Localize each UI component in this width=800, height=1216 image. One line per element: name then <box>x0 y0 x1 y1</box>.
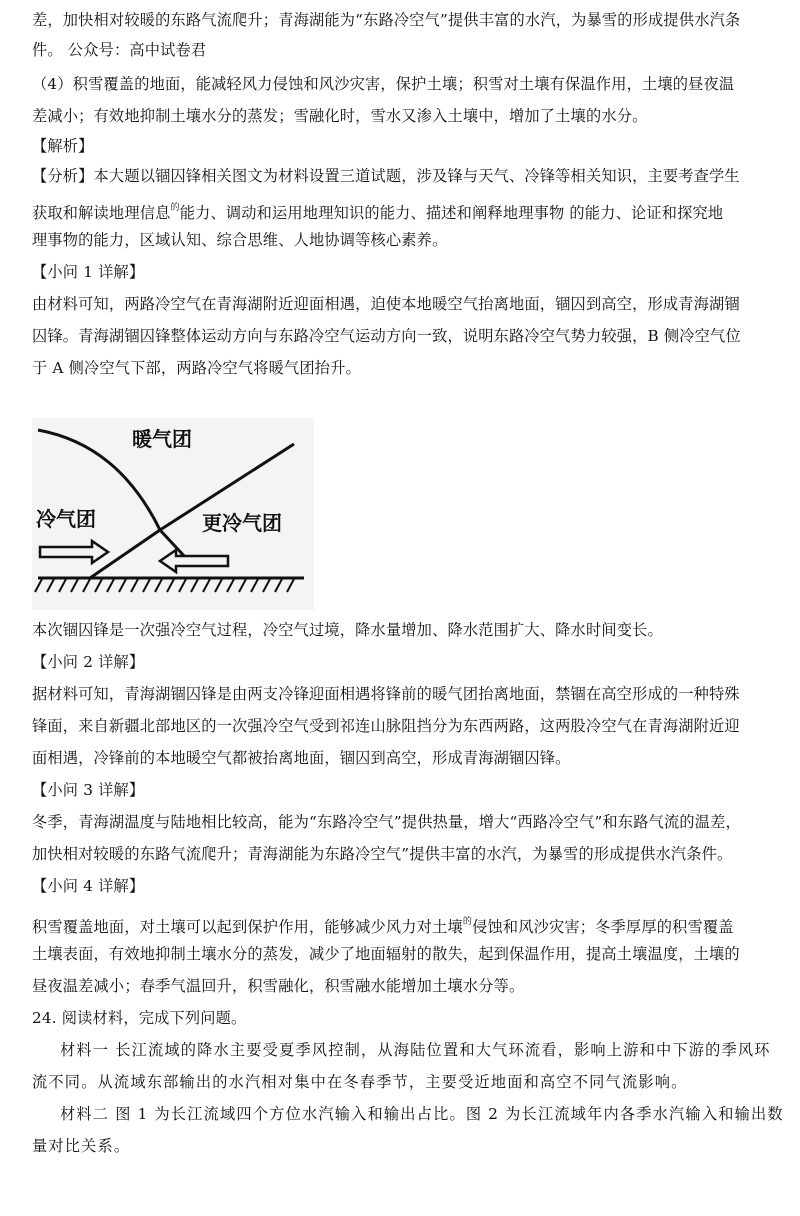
text-line: 于 A 侧冷空气下部，两路冷空气将暖气团抬升。 <box>32 359 361 377</box>
text-line: 理事物的能力，区域认知、综合思维、人地协调等核心素养。 <box>32 231 448 249</box>
superscript-char: 的 <box>462 917 473 927</box>
front-diagram <box>32 418 314 610</box>
occluded-front-figure <box>32 418 314 610</box>
section-heading: 【小问 3 详解】 <box>32 781 145 799</box>
superscript-char: 的 <box>170 203 180 213</box>
text-line: 囚锋。青海湖锢囚锋整体运动方向与东路冷空气运动方向一致，说明东路冷空气势力较强，B 侧冷空气位 <box>32 327 741 345</box>
text-line: 土壤表面，有效地抑制土壤水分的蒸发，减少了地面辐射的散失，起到保温作用，提高土壤温度，土壤的 <box>32 945 740 963</box>
question-heading: 24. 阅读材料，完成下列问题。 <box>32 1009 247 1027</box>
text-span: 获取和解读地理信息 <box>32 204 171 222</box>
material-two-line: 材料二 图 1 为长江流域四个方位水汽输入和输出占比。图 2 为长江流域年内各季水汽输入和输出数 <box>60 1105 784 1123</box>
text-line: 冬季，青海湖温度与陆地相比较高，能为“东路冷空气”提供热量，增大“西路冷空气”和东路气流的温差， <box>32 813 741 831</box>
cold-air-label: 冷气团 <box>36 507 96 531</box>
text-line <box>32 198 782 223</box>
text-line: 本次锢囚锋是一次强冷空气过程，冷空气过境，降水量增加、降水范围扩大、降水时间变长。 <box>32 621 663 639</box>
text-line: 差，加快相对较暖的东路气流爬升；青海湖能为“东路冷空气”提供丰富的水汽，为暴雪的形成提供水汽条 <box>32 11 741 29</box>
text-line: 据材料可知，青海湖锢囚锋是由两支冷锋迎面相遇将锋前的暖气团抬离地面，禁锢在高空形成的一种特殊 <box>32 685 740 703</box>
text-line: 锋面，来自新疆北部地区的一次强冷空气受到祁连山脉阻挡分为东西两路，这两股冷空气在青海湖附近迎 <box>32 717 740 735</box>
material-line: 流不同。从流域东部输出的水汽相对集中在冬春季节，主要受近地面和高空不同气流影响。 <box>32 1073 688 1091</box>
section-heading: 【解析】 <box>32 137 94 155</box>
material-one-line: 材料一 长江流域的降水主要受夏季风控制，从海陆位置和大气环流看，影响上游和中下游的季风环 <box>60 1041 771 1059</box>
colder-air-label: 更冷气团 <box>202 511 282 535</box>
text-span: 侵蚀和风沙灾害；冬季厚厚的积雪覆盖 <box>472 918 734 936</box>
text-line: 【分析】本大题以锢囚锋相关图文为材料设置三道试题，涉及锋与天气、冷锋等相关知识，主要考查学生 <box>32 167 740 185</box>
text-line: 面相遇，冷锋前的本地暖空气都被抬离地面，锢囚到高空，形成青海湖锢囚锋。 <box>32 749 571 767</box>
text-line: （4）积雪覆盖的地面，能减轻风力侵蚀和风沙灾害，保护土壤；积雪对土壤有保温作用，土壤的昼夜温 <box>32 75 735 93</box>
warm-air-label: 暖气团 <box>132 427 192 451</box>
text-span: 能力、调动和运用地理知识的能力、描述和阐释地理事物 的能力、论证和探究地 <box>179 204 724 222</box>
text-line: 差减小；有效地抑制土壤水分的蒸发；雪融化时，雪水又渗入土壤中，增加了土壤的水分。 <box>32 107 648 125</box>
section-heading: 【小问 1 详解】 <box>32 263 145 281</box>
text-line <box>32 912 782 937</box>
material-line: 量对比关系。 <box>32 1137 131 1155</box>
text-line: 加快相对较暖的东路气流爬升；青海湖能为东路冷空气”提供丰富的水汽，为暴雪的形成提供水汽条件。 <box>32 845 733 863</box>
text-span: 积雪覆盖地面，对土壤可以起到保护作用，能够减少风力对土壤 <box>32 918 463 936</box>
text-line: 由材料可知，两路冷空气在青海湖附近迎面相遇，迫使本地暖空气抬离地面，锢囚到高空，形成青海湖锢 <box>32 295 740 313</box>
text-line: 昼夜温差减小；春季气温回升，积雪融化，积雪融水能增加土壤水分等。 <box>32 977 525 995</box>
text-line: 件。 公众号：高中试卷君 <box>32 41 207 59</box>
section-heading: 【小问 2 详解】 <box>32 653 145 671</box>
section-heading: 【小问 4 详解】 <box>32 877 145 895</box>
